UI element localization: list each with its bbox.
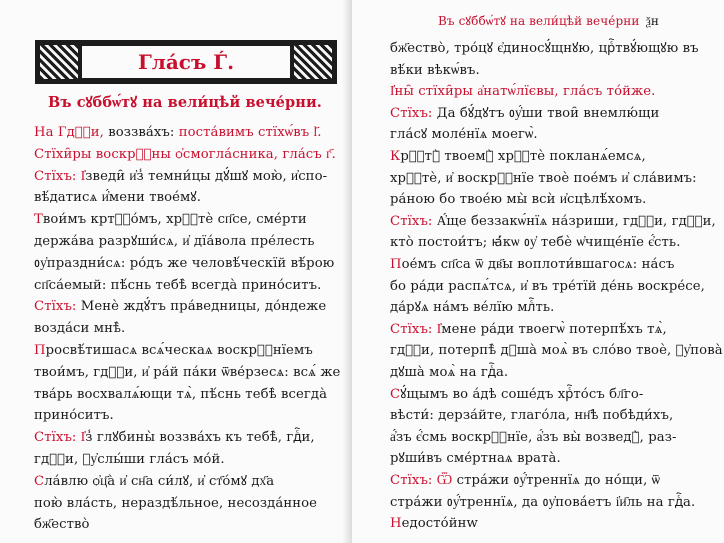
- right-text-line: [390, 429, 677, 447]
- body-text: держа́ва разрꙋши́сѧ, и҆ дїа́вола пре́лесть: [34, 234, 315, 249]
- right-text-line: [390, 450, 561, 468]
- right-text-line: [390, 213, 716, 231]
- left-text-line: [34, 168, 327, 186]
- body-text: зведи̑ и҆з̾ темни́цы дꙋ́шꙋ мою̀, и҆спо-: [85, 168, 328, 184]
- left-text-line: [34, 189, 201, 207]
- right-text-line: [390, 494, 695, 512]
- body-text: ла́влю ѻ҆ц҃а̀ и҆ сн҃а си́лꙋ, и҆ ст҃о́мꙋ дх҃а: [44, 473, 275, 489]
- body-text: а҆́зъ є҆́смь воскрⷭ҇нїе, а҆́зъ вы̀ возведꙋ̀, раз-: [390, 429, 677, 445]
- body-text: вѣ́датисѧ и҆́мени твое́мꙋ.: [34, 190, 201, 206]
- rubric-text: П: [34, 343, 46, 358]
- body-text: гдⷭ҇и, ᲂу҆слы́ши гла́съ мо́й.: [34, 452, 225, 467]
- left-text-line: [34, 233, 315, 251]
- right-text-line: [390, 234, 681, 252]
- body-text: стра́жи ᲂу҆́треннїѧ до но́щи, ѿ: [452, 473, 661, 488]
- body-text: А҆́ще беззакѡ́нїѧ на́зриши, гдⷭ҇и, гдⷭ҇и,: [436, 213, 716, 229]
- body-text: дꙋша̀ моѧ̀ на гдⷭ҇а.: [390, 365, 509, 380]
- right-text-line: [390, 515, 478, 533]
- rubric-text: К: [390, 149, 401, 164]
- rubric-text: На Гдⷭ҇и,: [34, 125, 104, 140]
- body-text: едосто́йнw: [401, 516, 478, 532]
- body-text: ꙋ́щымъ во а́дѣ соше́дъ хрⷭ҇то́съ бл҃го-: [400, 386, 644, 402]
- body-text: ое́мъ сп҃са ѿ дв҃ы воплоти́вшагосѧ: на́съ: [401, 257, 675, 272]
- body-text: гдⷭ҇и, потерпѣ̀ дꙋша̀ моѧ̀ въ сло́во твоѐ, ᲂу҆пова̀: [390, 343, 723, 359]
- right-text-line: [390, 191, 646, 209]
- left-text-line: [34, 277, 321, 295]
- rubric-text: Стїхъ:: [34, 299, 81, 315]
- body-text: твои́мъ, гдⷭ҇и, и҆ ра́й па́ки ѿве́рзесѧ: всѧ́ же: [34, 364, 341, 380]
- body-text: бж҃ество̀, тро́цꙋ є҆диносꙋ́щнꙋю, црⷭ҇твꙋ́ющꙋю въ: [390, 41, 699, 56]
- body-text: гла́сꙋ моле́нїѧ моегѡ̀.: [390, 127, 538, 143]
- right-text-line: [390, 40, 699, 58]
- right-text-line: [390, 386, 643, 404]
- folio-number: ѯн: [646, 14, 659, 28]
- body-text: ᲂу҆праздни́сѧ: ро́дъ же человѣ́ческїй вѣ́рою: [34, 255, 335, 271]
- left-text-line: [34, 342, 313, 360]
- rubric-text: Стїхъ: І҆: [34, 430, 86, 446]
- body-text: рⷭ҇тꙋ̀ твоемꙋ̀ хрⷭ҇тѐ покланѧ́емсѧ,: [400, 149, 646, 164]
- rubric-text: П: [390, 257, 402, 272]
- left-text-line: [34, 516, 90, 534]
- rubric-text: Стїхи̑ры воскрⷭ҇ны ѻ҆смогла́сника, гла́съ г҃.: [34, 146, 336, 162]
- right-text-line: [390, 83, 655, 101]
- rubric-text: Стїхъ: І҆: [390, 321, 442, 337]
- left-text-line: [34, 429, 315, 447]
- rubric-text: С: [390, 386, 401, 402]
- body-text: стра́жи ᲂу҆́треннїѧ, да ᲂу҆пова́етъ і҆и҃ль на гдⷭ҇а.: [390, 494, 696, 510]
- right-text-line: [390, 126, 538, 144]
- left-text-line: [34, 255, 334, 273]
- left-text-line: [34, 364, 340, 382]
- running-header: Въ сꙋббѡ́тꙋ на вели́цѣй вече́рни: [438, 14, 640, 28]
- right-text-line: [390, 364, 508, 382]
- rubric-text: І҆ны̑ стїхи̑ры а҆натѡ́лїєвы, гла́съ то́йже.: [390, 84, 656, 100]
- right-text-line: [390, 148, 646, 166]
- right-text-line: [390, 472, 660, 490]
- body-text: мене ра́ди твоегѡ̀ потерпѣ́хъ тѧ̀,: [441, 321, 667, 337]
- rubric-text: С: [34, 473, 45, 489]
- left-text-line: [34, 211, 307, 229]
- right-text-line: [390, 256, 674, 274]
- body-text: рꙋши́въ сме́ртнаѧ врата̀.: [390, 451, 561, 467]
- left-text-line: [34, 320, 125, 338]
- rubric-text: Т: [34, 212, 43, 228]
- body-text: пою̀ вла́сть, нераздѣ́льное, несозда́нное: [34, 495, 318, 511]
- tone-banner: [35, 40, 337, 84]
- left-text-line: [34, 146, 336, 164]
- body-text: вои́мъ кртⷭ҇о́мъ, хрⷭ҇тѐ сп҃се, сме́рти: [42, 212, 307, 228]
- body-text: росвѣ́тишасѧ всѧ́ческаѧ воскрⷭ҇нїемъ: [45, 343, 313, 358]
- right-text-line: [390, 342, 723, 360]
- body-text: кто̀ постои́тъ; ꙗ҆́кѡ ᲂу҆ тебѐ ѡ҆чище́нїе є҆́сть.: [390, 235, 681, 251]
- rubric-text: Стїхъ:: [390, 213, 437, 229]
- left-text-line: [34, 124, 322, 142]
- right-text-line: [390, 278, 705, 296]
- left-text-line: [34, 495, 317, 513]
- body-text: бо ра́ди распѧ́тсѧ, и҆ въ тре́тїй де́нь воскре́се,: [390, 278, 705, 294]
- rubric-text: Стїхъ:: [390, 105, 437, 121]
- body-text: сп҃са́емый: пѣ́снь тебѣ̀ всегда̀ прино́ситъ.: [34, 277, 322, 293]
- left-text-line: [34, 407, 114, 425]
- right-text-line: [390, 170, 697, 188]
- rubric-text: Стїхъ: І҆: [34, 168, 86, 184]
- rubric-text: Стїхъ: Ѿ: [390, 473, 453, 488]
- left-text-line: [34, 473, 274, 491]
- body-text: бж҃ество̀: [34, 517, 90, 533]
- body-text: з̾ глꙋбины̀ воззва́хъ къ тебѣ̀, гдⷭ҇и,: [85, 430, 315, 446]
- right-text-line: [390, 321, 667, 339]
- body-text: тва́рь восхвалѧ́ющи тѧ̀, пѣ́снь тебѣ̀ всегда̀: [34, 386, 328, 402]
- right-text-line: [390, 407, 673, 425]
- body-text: Да бꙋ́дꙋтъ ᲂу҆́ши твои̑ внемлю́щи: [436, 105, 660, 121]
- body-text: Менѐ ждꙋ́тъ пра́ведницы, до́ндеже: [80, 299, 327, 315]
- right-text-line: [390, 299, 554, 317]
- banner-title: Гла́съ Ѓ.: [137, 50, 235, 74]
- left-text-line: [34, 451, 225, 469]
- section-heading: Въ сꙋббѡ́тꙋ на вели́цѣй вече́рни.: [48, 94, 322, 111]
- left-text-line: [34, 386, 327, 404]
- right-text-line: [390, 105, 659, 123]
- body-text: хрⷭ҇тѐ, и҆ воскрⷭ҇нїе твоѐ пое́мъ и҆ сла́вимъ:: [390, 170, 697, 186]
- body-text: возда́си мнѣ̀.: [34, 321, 126, 337]
- body-text: вѣ́ки вѣкѡ́въ.: [390, 62, 480, 78]
- body-text: вѣсти́: дерза́йте, глаго́ла, нн҃ѣ побѣди́хъ,: [390, 408, 674, 424]
- body-text: ра́ною бо твое́ю мы̀ всѝ и҆сцѣлѣ́хомъ.: [390, 192, 647, 208]
- left-text-line: [34, 298, 326, 316]
- left-page: [0, 0, 352, 543]
- body-text: воззва́хъ:: [103, 125, 179, 140]
- right-text-line: [390, 62, 480, 80]
- rubric-text: Н: [390, 516, 402, 532]
- body-text: прино́ситъ.: [34, 408, 114, 424]
- rubric-text: поста́вимъ стїхѡ́въ ӏ҃.: [178, 125, 322, 140]
- body-text: да́рꙋѧ на́мъ ве́лїю млⷭ҇ть.: [390, 300, 555, 316]
- right-page: [352, 0, 724, 543]
